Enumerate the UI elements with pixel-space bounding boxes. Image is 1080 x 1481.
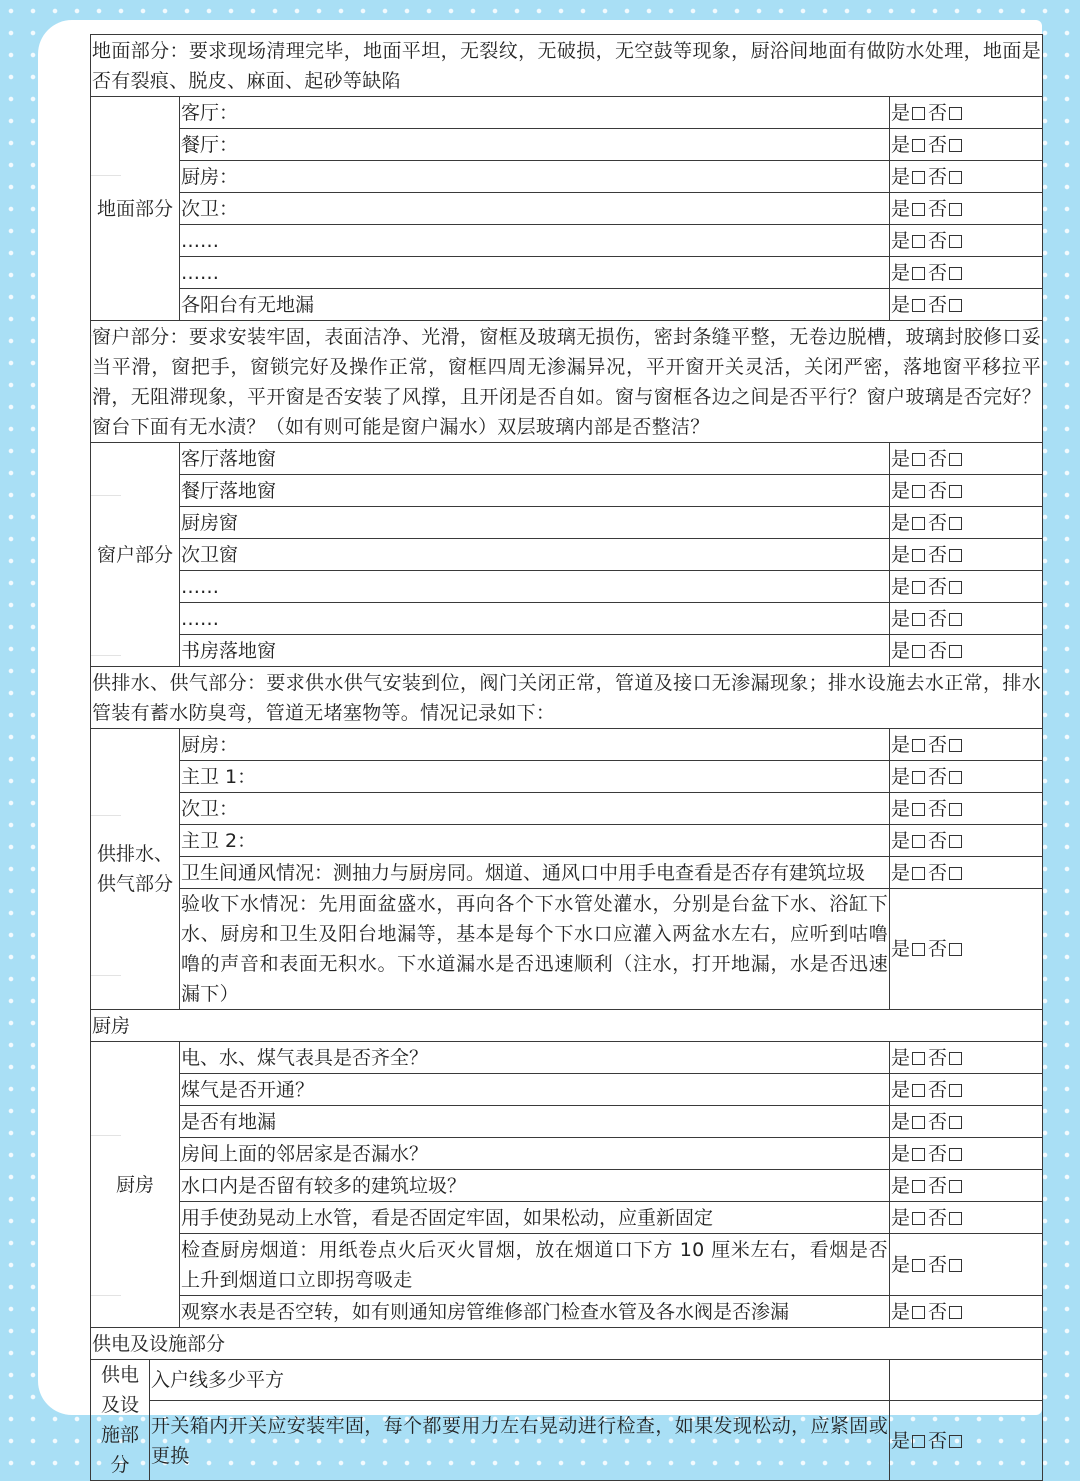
no-checkbox[interactable] <box>949 771 962 784</box>
yes-checkbox[interactable] <box>912 453 925 466</box>
table-row <box>91 1138 1043 1170</box>
yes-no-check <box>890 539 1043 571</box>
item-label: 入户线多少平方 <box>150 1360 890 1401</box>
item-label: 客厅落地窗 <box>180 443 890 475</box>
no-checkbox[interactable] <box>949 139 962 152</box>
table-row <box>91 161 1043 193</box>
yes-label: 是 <box>891 1206 911 1229</box>
yes-no-check <box>890 1202 1043 1234</box>
yes-checkbox[interactable] <box>912 1259 925 1272</box>
yes-checkbox[interactable] <box>912 1212 925 1225</box>
yes-no-check <box>890 857 1043 889</box>
yes-checkbox[interactable] <box>912 1116 925 1129</box>
item-label: 书房落地窗 <box>180 635 890 667</box>
yes-checkbox[interactable] <box>912 771 925 784</box>
yes-checkbox[interactable] <box>912 581 925 594</box>
yes-no-check <box>890 257 1043 289</box>
yes-no-check <box>890 225 1043 257</box>
yes-checkbox[interactable] <box>912 267 925 280</box>
yes-label: 是 <box>891 229 911 252</box>
group-label: 供电及设施部分 <box>91 1360 150 1481</box>
item-label: 主卫 1： <box>180 761 890 793</box>
yes-label: 是 <box>891 1253 911 1276</box>
yes-checkbox[interactable] <box>912 235 925 248</box>
item-label: 水口内是否留有较多的建筑垃圾？ <box>180 1170 890 1202</box>
table-row <box>91 1360 1043 1401</box>
table-row <box>91 475 1043 507</box>
no-checkbox[interactable] <box>949 867 962 880</box>
yes-label: 是 <box>891 607 911 630</box>
no-checkbox[interactable] <box>949 581 962 594</box>
table-row <box>91 443 1043 475</box>
no-label: 否 <box>928 639 948 662</box>
item-label: 房间上面的邻居家是否漏水？ <box>180 1138 890 1170</box>
yes-checkbox[interactable] <box>912 803 925 816</box>
yes-checkbox[interactable] <box>912 517 925 530</box>
yes-label: 是 <box>891 1174 911 1197</box>
yes-label: 是 <box>891 1110 911 1133</box>
table-row <box>91 289 1043 321</box>
no-label: 否 <box>928 938 948 960</box>
table-row <box>91 1074 1043 1106</box>
yes-checkbox[interactable] <box>912 203 925 216</box>
item-label: …… <box>180 257 890 289</box>
table-row <box>91 761 1043 793</box>
item-label: 用手使劲晃动上水管，看是否固定牢固，如果松动，应重新固定 <box>180 1202 890 1234</box>
section-header-row <box>91 667 1043 729</box>
table-row <box>91 225 1043 257</box>
section-header: 地面部分：要求现场清理完毕，地面平坦，无裂纹，无破损，无空鼓等现象，厨浴间地面有做防水处理，地面是否有裂痕、脱皮、麻面、起砂等缺陷 <box>91 35 1043 97</box>
no-checkbox[interactable] <box>949 267 962 280</box>
yes-checkbox[interactable] <box>912 1052 925 1065</box>
section-header: 厨房 <box>91 1010 1043 1042</box>
no-checkbox[interactable] <box>949 1306 962 1319</box>
group-label: 厨房 <box>91 1042 180 1328</box>
yes-no-check <box>890 729 1043 761</box>
yes-checkbox[interactable] <box>912 139 925 152</box>
no-label: 否 <box>928 447 948 470</box>
no-checkbox[interactable] <box>949 485 962 498</box>
item-label: 餐厅： <box>180 129 890 161</box>
item-label: 次卫窗 <box>180 539 890 571</box>
item-label: 主卫 2： <box>180 825 890 857</box>
item-label: 是否有地漏 <box>180 1106 890 1138</box>
yes-no-check <box>890 161 1043 193</box>
table-row <box>91 603 1043 635</box>
table-row <box>91 97 1043 129</box>
yes-no-check <box>890 97 1043 129</box>
group-label: 窗户部分 <box>91 443 180 667</box>
no-label: 否 <box>928 293 948 316</box>
no-label: 否 <box>928 607 948 630</box>
no-label: 否 <box>928 133 948 156</box>
no-label: 否 <box>928 479 948 502</box>
yes-no-check <box>890 1170 1043 1202</box>
no-checkbox[interactable] <box>949 203 962 216</box>
yes-label: 是 <box>891 575 911 598</box>
yes-no-check <box>890 129 1043 161</box>
yes-label: 是 <box>891 261 911 284</box>
no-label: 否 <box>928 733 948 756</box>
item-label: 观察水表是否空转，如有则通知房管维修部门检查水管及各水阀是否渗漏 <box>180 1296 890 1328</box>
no-checkbox[interactable] <box>949 1084 962 1097</box>
table-row <box>91 793 1043 825</box>
yes-no-check <box>890 1234 1043 1296</box>
yes-label: 是 <box>891 1078 911 1101</box>
group-label: 地面部分 <box>91 97 180 321</box>
yes-label: 是 <box>891 479 911 502</box>
no-checkbox[interactable] <box>949 613 962 626</box>
item-label: 厨房： <box>180 729 890 761</box>
no-label: 否 <box>928 1253 948 1276</box>
yes-no-check <box>890 825 1043 857</box>
inspection-table-body <box>91 35 1043 1481</box>
empty-check-cell <box>890 1360 1043 1401</box>
yes-no-check <box>890 289 1043 321</box>
item-label: 客厅： <box>180 97 890 129</box>
item-label: …… <box>180 603 890 635</box>
no-checkbox[interactable] <box>949 1148 962 1161</box>
table-row <box>91 857 1043 889</box>
yes-label: 是 <box>891 293 911 316</box>
no-label: 否 <box>928 1110 948 1133</box>
no-checkbox[interactable] <box>949 107 962 120</box>
item-label: …… <box>180 571 890 603</box>
no-label: 否 <box>928 861 948 884</box>
yes-label: 是 <box>891 447 911 470</box>
yes-no-check <box>890 1074 1043 1106</box>
item-label: 验收下水情况：先用面盆盛水，再向各个下水管处灌水，分别是台盆下水、浴缸下水、厨房和卫生及阳台地漏等，基本是每个下水口应灌入两盆水左右，应听到咕噜噜的声音和表面无积水。下水道漏水是否迅速顺利（注水，打开地漏，水是否迅速漏下） <box>180 889 890 1010</box>
yes-checkbox[interactable] <box>912 867 925 880</box>
no-checkbox[interactable] <box>949 171 962 184</box>
yes-no-check <box>890 1401 1043 1481</box>
table-row <box>91 507 1043 539</box>
yes-label: 是 <box>891 639 911 662</box>
no-label: 否 <box>928 165 948 188</box>
yes-no-check <box>890 507 1043 539</box>
no-label: 否 <box>928 1046 948 1069</box>
yes-no-check <box>890 1106 1043 1138</box>
yes-checkbox[interactable] <box>912 613 925 626</box>
no-checkbox[interactable] <box>949 1116 962 1129</box>
no-checkbox[interactable] <box>949 299 962 312</box>
table-row <box>91 1042 1043 1074</box>
table-row <box>91 635 1043 667</box>
item-label: 餐厅落地窗 <box>180 475 890 507</box>
no-checkbox[interactable] <box>949 739 962 752</box>
table-row <box>91 825 1043 857</box>
yes-label: 是 <box>891 938 911 960</box>
no-checkbox[interactable] <box>949 453 962 466</box>
yes-label: 是 <box>891 1300 911 1323</box>
yes-no-check <box>890 1042 1043 1074</box>
item-label: …… <box>180 225 890 257</box>
no-checkbox[interactable] <box>949 1435 962 1448</box>
yes-checkbox[interactable] <box>912 835 925 848</box>
yes-checkbox[interactable] <box>912 171 925 184</box>
item-label: 开关箱内开关应安装牢固，每个都要用力左右晃动进行检查，如果发现松动，应紧固或更换 <box>150 1401 890 1481</box>
yes-checkbox[interactable] <box>912 1148 925 1161</box>
yes-label: 是 <box>891 197 911 220</box>
no-checkbox[interactable] <box>949 1180 962 1193</box>
yes-no-check <box>890 571 1043 603</box>
yes-no-check <box>890 889 1043 1010</box>
yes-checkbox[interactable] <box>912 549 925 562</box>
no-checkbox[interactable] <box>949 645 962 658</box>
yes-label: 是 <box>891 133 911 156</box>
yes-label: 是 <box>891 165 911 188</box>
no-label: 否 <box>928 1174 948 1197</box>
no-label: 否 <box>928 765 948 788</box>
section-header-row <box>91 321 1043 443</box>
section-header-row <box>91 1010 1043 1042</box>
yes-no-check <box>890 793 1043 825</box>
yes-checkbox[interactable] <box>912 1435 925 1448</box>
table-row <box>91 1106 1043 1138</box>
table-row <box>91 539 1043 571</box>
no-label: 否 <box>928 1142 948 1165</box>
item-label: 电、水、煤气表具是否齐全？ <box>180 1042 890 1074</box>
yes-label: 是 <box>891 765 911 788</box>
no-checkbox[interactable] <box>949 943 962 956</box>
table-row <box>91 1170 1043 1202</box>
yes-checkbox[interactable] <box>912 299 925 312</box>
yes-checkbox[interactable] <box>912 1180 925 1193</box>
yes-no-check <box>890 193 1043 225</box>
no-label: 否 <box>928 1206 948 1229</box>
no-label: 否 <box>928 1429 948 1452</box>
no-checkbox[interactable] <box>949 517 962 530</box>
no-label: 否 <box>928 543 948 566</box>
no-checkbox[interactable] <box>949 1212 962 1225</box>
table-row <box>91 129 1043 161</box>
no-label: 否 <box>928 575 948 598</box>
table-row <box>91 1202 1043 1234</box>
yes-label: 是 <box>891 797 911 820</box>
no-label: 否 <box>928 101 948 124</box>
table-row <box>91 571 1043 603</box>
yes-label: 是 <box>891 1142 911 1165</box>
section-header-row <box>91 1328 1043 1360</box>
no-checkbox[interactable] <box>949 235 962 248</box>
section-header: 供电及设施部分 <box>91 1328 1043 1360</box>
yes-no-check <box>890 1138 1043 1170</box>
table-row <box>91 729 1043 761</box>
yes-no-check <box>890 603 1043 635</box>
yes-checkbox[interactable] <box>912 107 925 120</box>
no-label: 否 <box>928 797 948 820</box>
yes-checkbox[interactable] <box>912 943 925 956</box>
no-checkbox[interactable] <box>949 1052 962 1065</box>
group-label: 供排水、供气部分 <box>91 729 180 1010</box>
yes-no-check <box>890 761 1043 793</box>
no-label: 否 <box>928 829 948 852</box>
yes-no-check <box>890 1296 1043 1328</box>
yes-checkbox[interactable] <box>912 645 925 658</box>
no-label: 否 <box>928 261 948 284</box>
yes-checkbox[interactable] <box>912 485 925 498</box>
item-label: 厨房： <box>180 161 890 193</box>
yes-no-check <box>890 443 1043 475</box>
section-header-row <box>91 35 1043 97</box>
yes-checkbox[interactable] <box>912 1306 925 1319</box>
no-label: 否 <box>928 197 948 220</box>
yes-label: 是 <box>891 543 911 566</box>
yes-no-check <box>890 635 1043 667</box>
yes-checkbox[interactable] <box>912 739 925 752</box>
item-label: 厨房窗 <box>180 507 890 539</box>
yes-label: 是 <box>891 1429 911 1452</box>
no-label: 否 <box>928 1078 948 1101</box>
item-label: 煤气是否开通？ <box>180 1074 890 1106</box>
section-header: 窗户部分：要求安装牢固，表面洁净、光滑，窗框及玻璃无损伤，密封条缝平整，无卷边脱槽，玻璃封胶修口妥当平滑，窗把手，窗锁完好及操作正常，窗框四周无渗漏异况，平开窗开关灵活，关闭严密，落地窗平移拉平滑，无阻滞现象，平开窗是否安装了风撑，且开闭是否自如。窗与窗框各边之间是否平行？窗户玻璃是否完好？窗台下面有无水渍？（如有则可能是窗户漏水）双层玻璃内部是否整洁？ <box>91 321 1043 443</box>
no-label: 否 <box>928 511 948 534</box>
yes-label: 是 <box>891 101 911 124</box>
yes-label: 是 <box>891 511 911 534</box>
yes-label: 是 <box>891 829 911 852</box>
item-label: 次卫： <box>180 793 890 825</box>
no-label: 否 <box>928 229 948 252</box>
item-label: 卫生间通风情况：测抽力与厨房同。烟道、通风口中用手电查看是否存有建筑垃圾 <box>180 857 890 889</box>
table-row <box>91 1234 1043 1296</box>
yes-checkbox[interactable] <box>912 1084 925 1097</box>
no-label: 否 <box>928 1300 948 1323</box>
table-row <box>91 1296 1043 1328</box>
item-label: 检查厨房烟道：用纸卷点火后灭火冒烟，放在烟道口下方 10 厘米左右，看烟是否上升到烟道口立即拐弯吸走 <box>180 1234 890 1296</box>
no-checkbox[interactable] <box>949 835 962 848</box>
inspection-table <box>90 34 1043 1481</box>
no-checkbox[interactable] <box>949 1259 962 1272</box>
item-label: 各阳台有无地漏 <box>180 289 890 321</box>
no-checkbox[interactable] <box>949 549 962 562</box>
table-row <box>91 257 1043 289</box>
yes-label: 是 <box>891 861 911 884</box>
table-row <box>91 889 1043 1010</box>
yes-no-check <box>890 475 1043 507</box>
table-row <box>91 1401 1043 1481</box>
yes-label: 是 <box>891 733 911 756</box>
no-checkbox[interactable] <box>949 803 962 816</box>
section-header: 供排水、供气部分：要求供水供气安装到位，阀门关闭正常，管道及接口无渗漏现象；排水设施去水正常，排水管装有蓄水防臭弯，管道无堵塞物等。情况记录如下： <box>91 667 1043 729</box>
item-label: 次卫： <box>180 193 890 225</box>
yes-label: 是 <box>891 1046 911 1069</box>
table-row <box>91 193 1043 225</box>
